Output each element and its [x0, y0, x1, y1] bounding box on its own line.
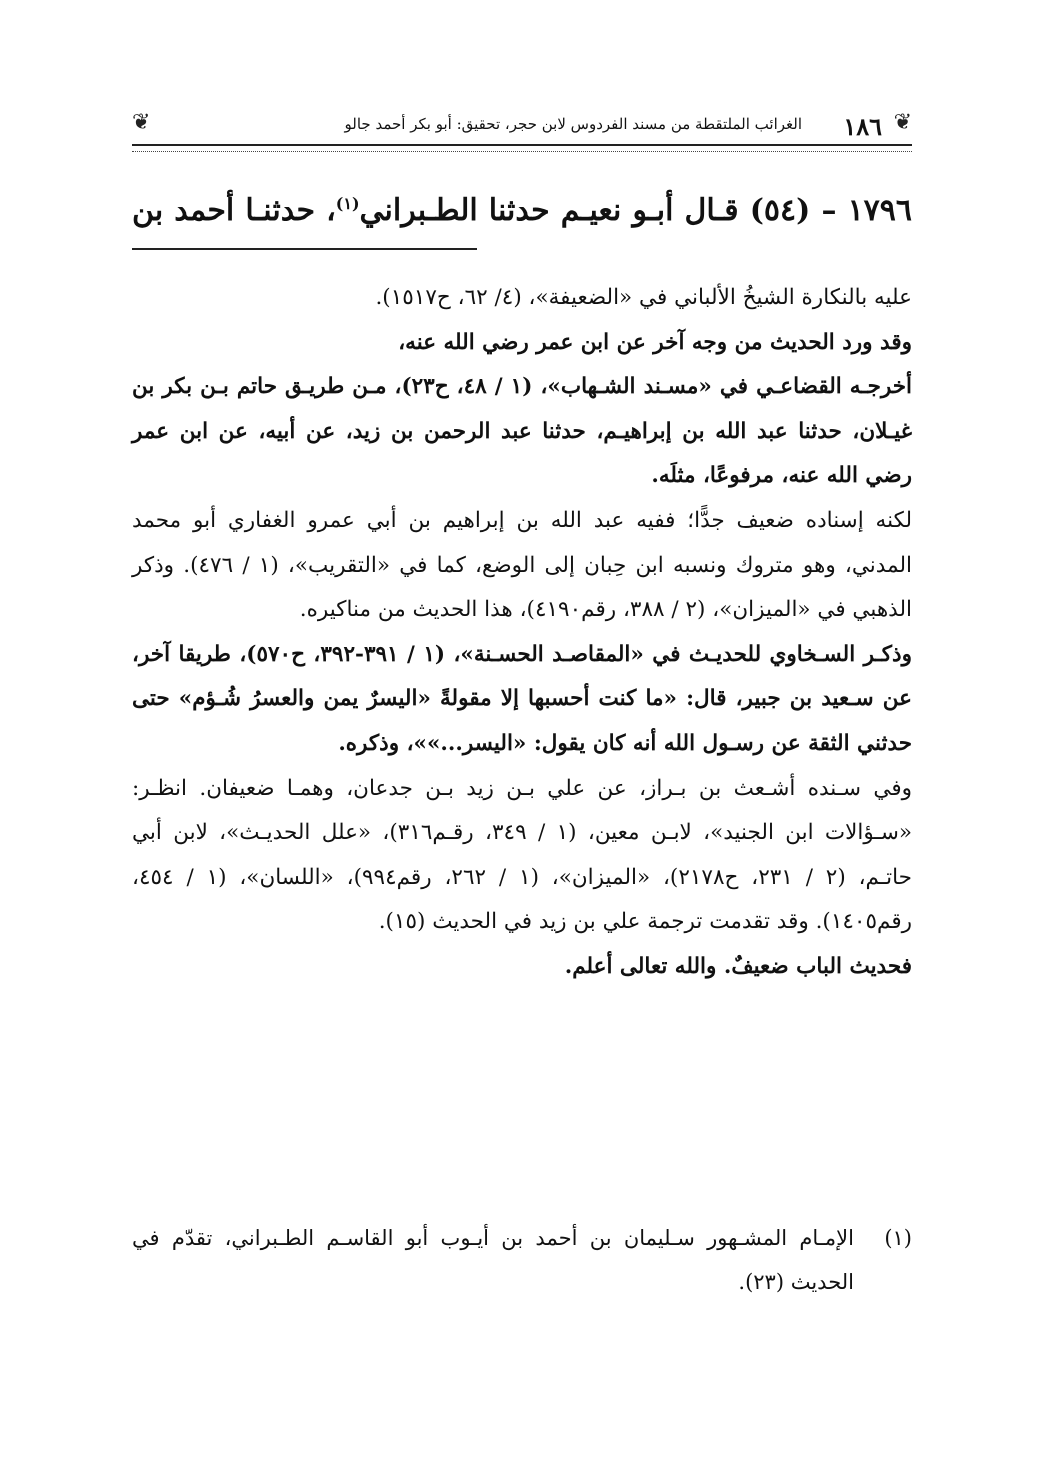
footnote	[132, 1216, 912, 1304]
footnote-marker: (١)	[884, 1226, 912, 1250]
header-rule	[132, 144, 912, 152]
running-title: الغرائب الملتقطة من مسند الفردوس لابن حجر، تحقيق: أبو بكر أحمد جالو	[344, 115, 802, 133]
commentary-block	[132, 276, 912, 990]
footnote-reference: (١)	[335, 194, 360, 213]
footnote-separator	[132, 248, 477, 250]
note-paragraph: وذكـر السـخاوي للحديـث في «المقاصـد الحسـنة»، (١ / ٣٩١-٣٩٢، ح٥٧٠)، طريقا آخر، عن سـعيد بن جبير، قال: «ما كنت أحسبها إلا مقولةً «اليسرٌ يمن والعسرُ شُـؤم» حتى حدثني الثقة عن رسـول الله أنه كان يقول: «اليسر...»»، وذكره.	[132, 641, 912, 756]
hadith-number-line: ١٧٩٦ – (٥٤) قـال أبـو نعيـم حدثنا الطـبراني	[359, 193, 913, 228]
hadith-heading	[132, 180, 912, 235]
ornament-right-icon: ❦	[893, 110, 912, 135]
note-paragraph: لكنه إسناده ضعيف جدًّا؛ ففيه عبد الله بن إبراهيم بن أبي عمرو الغفاري أبو محمد المدني، وهو متروك ونسبه ابن حِبان إلى الوضع، كما في «التقريب»، (١ / ٤٧٦). وذكر الذهبي في «الميزان»، (٢ / ٣٨٨، رقم٤١٩٠)، هذا الحديث من مناكيره.	[132, 507, 912, 623]
page-header	[132, 100, 912, 150]
note-paragraph: وقد ورد الحديث من وجه آخر عن ابن عمر رضي الله عنه،	[398, 329, 912, 355]
note-paragraph: فحديث الباب ضعيفٌ. والله تعالى أعلم.	[564, 953, 912, 979]
hadith-heading-rest: ، حدثنـا أحمد بن	[132, 193, 336, 228]
note-paragraph: أخرجـه القضاعـي في «مسـند الشـهاب»، (١ / ٤٨، ح٢٣)، مـن طريـق حاتم بـن بكر بن غيـلان، حدثنا عبد الله بن إبراهيـم، حدثنا عبد الرحمن بن زيد، عن أبيه، عن ابن عمر رضي الله عنه، مرفوعًا، مثلَه.	[132, 374, 913, 489]
ornament-left-icon: ❦	[132, 110, 151, 135]
note-paragraph: عليه بالنكارة الشيخُ الألباني في «الضعيفة»، (٤/ ٦٢، ح١٥١٧).	[375, 285, 912, 310]
page-number: ١٨٦	[843, 112, 882, 141]
footnote-text: الإمـام المشـهور سـليمان بن أحمد بن أيـوب أبو القاسـم الطـبراني، تقدّم في الحديث (٢٣).	[132, 1226, 854, 1294]
note-paragraph: وفي سـنده أشـعث بن بـراز، عن علي بـن زيد بـن جدعان، وهمـا ضعيفان. انظـر: «سـؤالات ابن الجنيد»، لابـن معين، (١ / ٣٤٩، رقـم٣١٦)، «علل الحديـث»، لابن أبي حاتـم، (٢ / ٢٣١، ح٢١٧٨)، «الميزان»، (١ / ٢٦٢، رقم٩٩٤)، «اللسان»، (١ / ٤٥٤، رقم١٤٠٥). وقد تقدمت ترجمة علي بن زيد في الحديث (١٥).	[132, 775, 912, 935]
